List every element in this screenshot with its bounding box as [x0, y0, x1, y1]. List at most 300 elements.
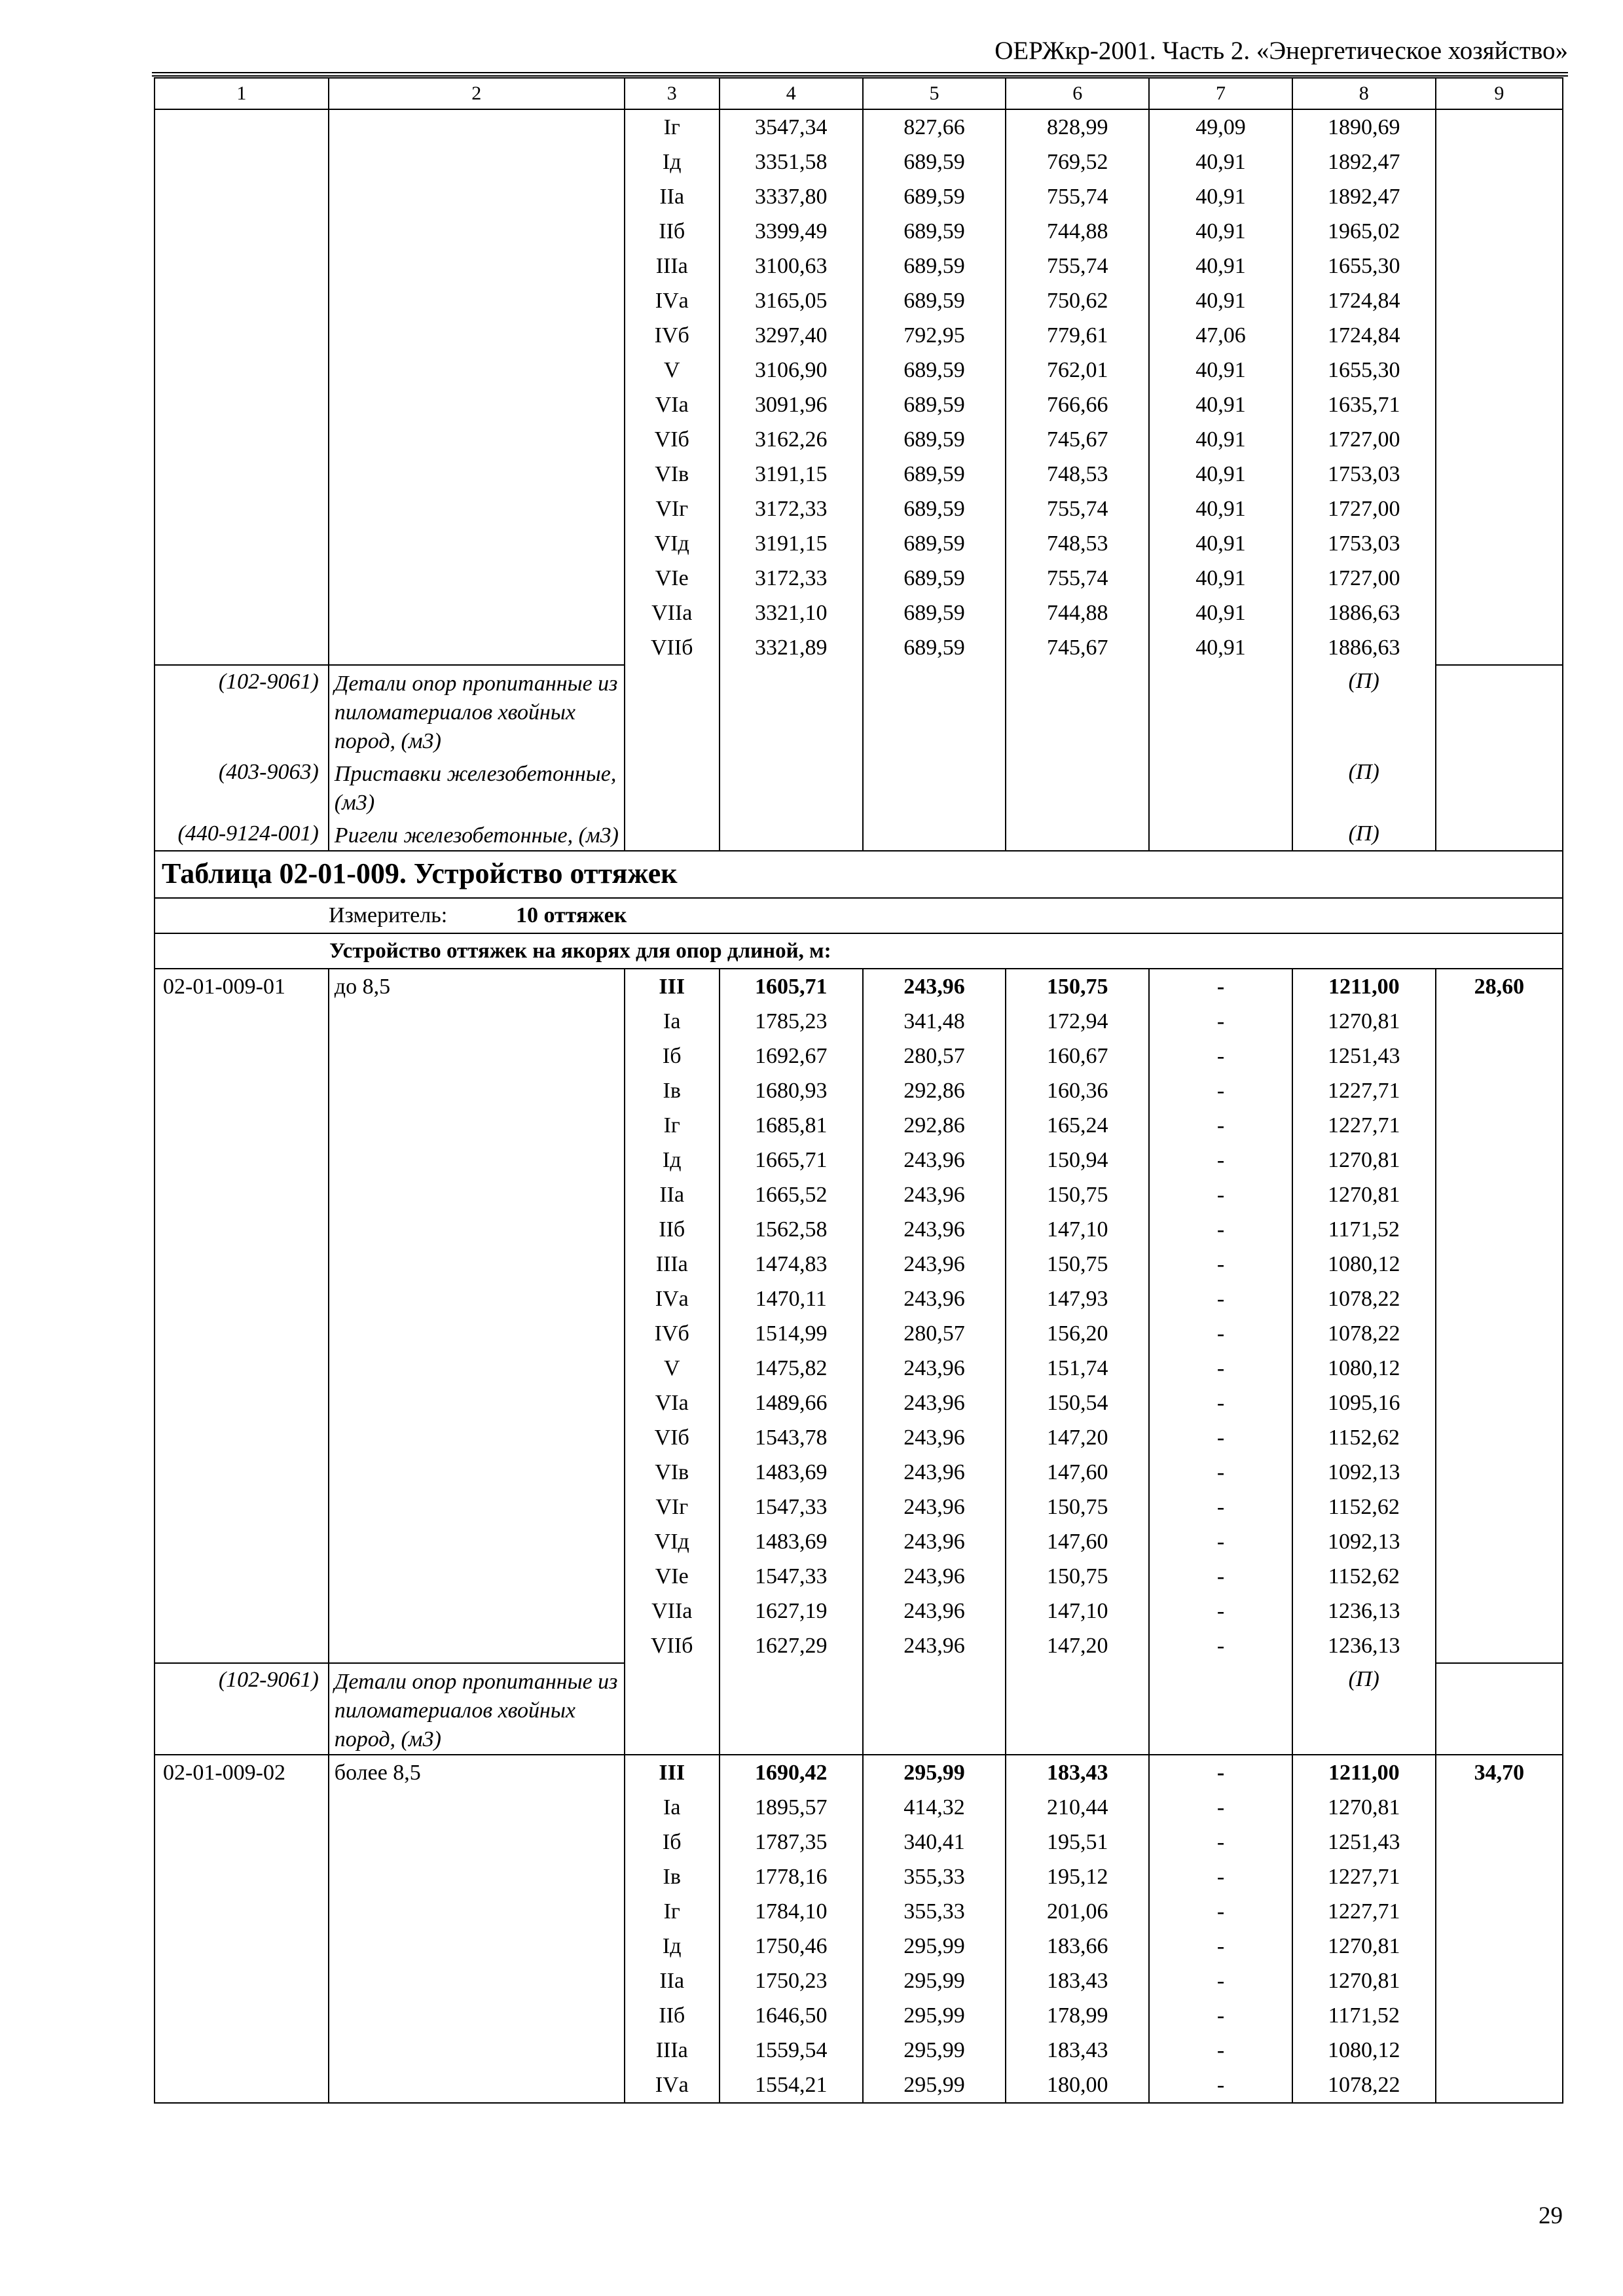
- column-number: 1: [155, 78, 329, 109]
- value-cell: [720, 2068, 863, 2103]
- value-cell: [1292, 1351, 1436, 1386]
- value: 1152,62: [1328, 1495, 1400, 1519]
- value-cell: [1149, 145, 1292, 179]
- region-code: IVа: [655, 1287, 689, 1311]
- value-cell: [720, 1212, 863, 1247]
- value: 1727,00: [1328, 566, 1400, 590]
- column-number: 7: [1149, 78, 1292, 109]
- value-cell: [625, 1594, 720, 1628]
- region-code: IIIа: [655, 254, 688, 278]
- value: 1483,69: [754, 1460, 828, 1484]
- value: 195,12: [1046, 1865, 1108, 1889]
- value: 1890,69: [1328, 115, 1400, 139]
- value-cell: [1149, 1386, 1292, 1420]
- value-cell: [625, 387, 720, 422]
- material-code: (403-9063): [155, 756, 329, 817]
- value-cell: [863, 283, 1006, 318]
- value: 150,75: [1046, 1495, 1108, 1519]
- value: 689,59: [903, 497, 965, 521]
- value-cell: [1149, 353, 1292, 387]
- empty-cell: [1436, 1663, 1563, 1755]
- value: 243,96: [903, 1183, 965, 1207]
- value: 1753,03: [1328, 531, 1400, 556]
- value-cell: [1149, 1628, 1292, 1663]
- value-cell: [625, 1894, 720, 1929]
- value-cell: [1149, 1073, 1292, 1108]
- value-cell: [1149, 492, 1292, 526]
- value-cell: [1149, 1559, 1292, 1594]
- value: 1227,71: [1328, 1079, 1400, 1103]
- value: 3165,05: [754, 289, 828, 313]
- value: -: [1216, 1113, 1225, 1138]
- value-cell: [1292, 353, 1436, 387]
- value: 827,66: [903, 115, 965, 139]
- value-cell: [625, 1490, 720, 1524]
- value-cell: [1006, 249, 1149, 283]
- value: 3191,15: [754, 462, 828, 486]
- value-cell: [1149, 526, 1292, 561]
- value: 689,59: [903, 462, 965, 486]
- empty-cell: [863, 817, 1006, 851]
- value: 1080,12: [1328, 1356, 1400, 1380]
- value-cell: [625, 2033, 720, 2068]
- value: 1787,35: [754, 1830, 828, 1854]
- empty-cell: [1006, 756, 1149, 817]
- column-number: 5: [863, 78, 1006, 109]
- value-cell: [1006, 969, 1149, 1004]
- value-cell: [720, 1998, 863, 2033]
- value: 180,00: [1046, 2073, 1108, 2097]
- value-cell: [720, 1039, 863, 1073]
- value-cell: [863, 353, 1006, 387]
- region-code: VIа: [655, 393, 689, 417]
- resource-cell: [1436, 969, 1563, 1663]
- value: 745,67: [1046, 427, 1108, 452]
- value-cell: [1149, 1212, 1292, 1247]
- value: -: [1216, 1321, 1225, 1346]
- value: -: [1216, 2038, 1225, 2062]
- value: 1562,58: [754, 1217, 828, 1242]
- value: 689,59: [903, 636, 965, 660]
- value-cell: [1006, 1755, 1149, 1790]
- value-cell: [720, 318, 863, 353]
- value-cell: [863, 109, 1006, 145]
- measure-cell: [155, 898, 1563, 933]
- value: 147,20: [1046, 1634, 1108, 1658]
- value: -: [1216, 1530, 1225, 1554]
- value: 1665,71: [754, 1148, 828, 1172]
- value: 689,59: [903, 358, 965, 382]
- value: 1543,78: [754, 1426, 828, 1450]
- value-cell: [1006, 1628, 1149, 1663]
- value-cell: [720, 145, 863, 179]
- value: 355,33: [903, 1899, 965, 1924]
- empty-cell: [1149, 756, 1292, 817]
- value-cell: [720, 1594, 863, 1628]
- value: 1547,33: [754, 1564, 828, 1588]
- region-code: Iб: [662, 1830, 682, 1854]
- value-cell: [625, 526, 720, 561]
- value-cell: [863, 2033, 1006, 2068]
- value: 40,91: [1195, 462, 1246, 486]
- value-cell: [1149, 1316, 1292, 1351]
- value-cell: [1006, 1859, 1149, 1894]
- value-cell: [1006, 1073, 1149, 1108]
- value-cell: [1149, 1825, 1292, 1859]
- value-cell: [720, 387, 863, 422]
- value-cell: [1149, 561, 1292, 596]
- value-cell: [720, 457, 863, 492]
- value: 1627,29: [754, 1634, 828, 1658]
- region-code: V: [663, 358, 680, 382]
- value-cell: [1292, 969, 1436, 1004]
- value-cell: [720, 969, 863, 1004]
- value-cell: [720, 1524, 863, 1559]
- value: 1892,47: [1328, 185, 1400, 209]
- value-cell: [1006, 526, 1149, 561]
- region-code: IVб: [654, 1321, 689, 1346]
- value: 1784,10: [754, 1899, 828, 1924]
- value: 1690,42: [754, 1761, 828, 1785]
- material-price: (П): [1292, 756, 1436, 817]
- value: 3106,90: [754, 358, 828, 382]
- value-cell: [863, 1108, 1006, 1143]
- value: 150,94: [1046, 1148, 1108, 1172]
- value-cell: [1292, 2033, 1436, 2068]
- value: -: [1216, 1217, 1225, 1242]
- value-cell: [625, 1628, 720, 1663]
- page-number: 29: [1539, 2202, 1563, 2229]
- resource-cell: [1436, 109, 1563, 665]
- value-cell: [720, 214, 863, 249]
- value-cell: [1149, 1004, 1292, 1039]
- value-cell: [625, 1108, 720, 1143]
- value-cell: [1006, 1420, 1149, 1455]
- value-cell: [863, 1894, 1006, 1929]
- value-cell: [720, 596, 863, 630]
- empty-cell: [720, 817, 863, 851]
- value: 150,75: [1046, 1183, 1108, 1207]
- value: 1171,52: [1328, 1217, 1400, 1242]
- value-cell: [1292, 1420, 1436, 1455]
- value: 295,99: [903, 2073, 965, 2097]
- value-cell: [1292, 492, 1436, 526]
- value: 1227,71: [1328, 1865, 1400, 1889]
- value-cell: [720, 283, 863, 318]
- value-cell: [625, 1559, 720, 1594]
- value: 295,99: [903, 2038, 965, 2062]
- subtitle-cell: [155, 933, 1563, 969]
- value-cell: [720, 1859, 863, 1894]
- value: 243,96: [903, 1287, 965, 1311]
- value-cell: [625, 214, 720, 249]
- value-cell: [1292, 145, 1436, 179]
- value: -: [1216, 1460, 1225, 1484]
- value: 40,91: [1195, 150, 1246, 174]
- value-cell: [1149, 1247, 1292, 1282]
- column-number: 3: [625, 78, 720, 109]
- value: 147,93: [1046, 1287, 1108, 1311]
- value: 243,96: [903, 1148, 965, 1172]
- value: 47,06: [1195, 323, 1246, 348]
- value: 183,43: [1046, 1761, 1108, 1785]
- value: -: [1216, 1564, 1225, 1588]
- value: 243,96: [903, 1426, 965, 1450]
- value-cell: [625, 1212, 720, 1247]
- value-cell: [1292, 1177, 1436, 1212]
- value: 1727,00: [1328, 497, 1400, 521]
- value-cell: [1149, 630, 1292, 665]
- value: 40,91: [1195, 393, 1246, 417]
- value: 243,96: [903, 1495, 965, 1519]
- rates-table-body: [155, 78, 1563, 2103]
- value-cell: [1149, 1177, 1292, 1212]
- value: 183,43: [1046, 2038, 1108, 2062]
- value-cell: [1006, 2033, 1149, 2068]
- value: 1475,82: [754, 1356, 828, 1380]
- value-cell: [1292, 1559, 1436, 1594]
- value-cell: [863, 179, 1006, 214]
- value-cell: [625, 318, 720, 353]
- empty-cell: [1149, 665, 1292, 756]
- subtitle-row: [155, 933, 1563, 969]
- value-cell: [863, 1212, 1006, 1247]
- value-cell: [1292, 1455, 1436, 1490]
- value-cell: [1006, 1825, 1149, 1859]
- resource-cell: [1436, 1755, 1563, 2103]
- region-code: Iг: [663, 1113, 680, 1138]
- value-cell: [863, 1143, 1006, 1177]
- value: 689,59: [903, 219, 965, 243]
- value-cell: [720, 1825, 863, 1859]
- value: 1724,84: [1328, 323, 1400, 348]
- value: 1270,81: [1328, 1148, 1400, 1172]
- value-cell: [1292, 1386, 1436, 1420]
- empty-cell: [1149, 1663, 1292, 1755]
- value: 1547,33: [754, 1495, 828, 1519]
- value: -: [1216, 975, 1225, 999]
- region-code: IIб: [659, 219, 685, 243]
- material-row: [155, 817, 1563, 851]
- region-code: VIг: [655, 497, 689, 521]
- value-cell: [1292, 1628, 1436, 1663]
- value-cell: [863, 969, 1006, 1004]
- value: 1680,93: [754, 1079, 828, 1103]
- value: 341,48: [903, 1009, 965, 1033]
- value-cell: [1149, 1894, 1292, 1929]
- value: 1785,23: [754, 1009, 828, 1033]
- value: 1270,81: [1328, 1934, 1400, 1958]
- value-cell: [1149, 1282, 1292, 1316]
- region-code: VIа: [655, 1391, 689, 1415]
- column-number: 4: [720, 78, 863, 109]
- document-header-title: ОЕРЖкр-2001. Часть 2. «Энергетическое хозяйство»: [994, 37, 1568, 65]
- value: 1727,00: [1328, 427, 1400, 452]
- empty-cell: [1149, 817, 1292, 851]
- data-row: [155, 1755, 1563, 1790]
- value-cell: [625, 1755, 720, 1790]
- value-cell: [1006, 1524, 1149, 1559]
- value: 243,96: [903, 1217, 965, 1242]
- value-cell: [1149, 1420, 1292, 1455]
- data-row: [155, 969, 1563, 1004]
- table-title-row: [155, 851, 1563, 898]
- region-code: Iд: [662, 1934, 682, 1958]
- value: 40,91: [1195, 289, 1246, 313]
- value-cell: [1292, 283, 1436, 318]
- value: 3172,33: [754, 497, 828, 521]
- value-cell: [625, 969, 720, 1004]
- resource-value: 34,70: [1474, 1761, 1525, 1785]
- value-cell: [1149, 1929, 1292, 1964]
- value-cell: [1006, 492, 1149, 526]
- value-cell: [625, 283, 720, 318]
- value-cell: [1006, 214, 1149, 249]
- value-cell: [1006, 2068, 1149, 2103]
- value-cell: [625, 109, 720, 145]
- value: 1470,11: [755, 1287, 827, 1311]
- value: -: [1216, 1044, 1225, 1068]
- value: 178,99: [1046, 2003, 1108, 2028]
- value: 1270,81: [1328, 1795, 1400, 1820]
- value-cell: [863, 1073, 1006, 1108]
- value-cell: [720, 630, 863, 665]
- value: 1635,71: [1328, 393, 1400, 417]
- value: 295,99: [903, 2003, 965, 2028]
- region-code: VIIа: [651, 1599, 693, 1623]
- value: 1095,16: [1328, 1391, 1400, 1415]
- value-cell: [625, 1524, 720, 1559]
- value: 1092,13: [1328, 1530, 1400, 1554]
- value-cell: [625, 457, 720, 492]
- value-cell: [863, 318, 1006, 353]
- value-cell: [625, 1351, 720, 1386]
- value: 243,96: [903, 1391, 965, 1415]
- value: 1236,13: [1328, 1599, 1400, 1623]
- value-cell: [1006, 387, 1149, 422]
- region-code: VIб: [654, 427, 689, 452]
- value-cell: [625, 1177, 720, 1212]
- value-cell: [1292, 387, 1436, 422]
- value-cell: [1149, 2068, 1292, 2103]
- value: 147,10: [1046, 1599, 1108, 1623]
- value-cell: [1292, 2068, 1436, 2103]
- value-cell: [1292, 596, 1436, 630]
- value: 1886,63: [1328, 601, 1400, 625]
- region-code: III: [659, 975, 685, 999]
- region-code: VIе: [655, 1564, 689, 1588]
- value: 150,75: [1046, 1252, 1108, 1276]
- value-cell: [720, 109, 863, 145]
- value-cell: [1292, 1039, 1436, 1073]
- region-code: Iг: [663, 115, 680, 139]
- value-cell: [625, 1929, 720, 1964]
- value-cell: [1292, 1594, 1436, 1628]
- subtitle-text: Устройство оттяжек на якорях для опор длиной, м:: [329, 939, 831, 963]
- value-cell: [1292, 457, 1436, 492]
- value: 1270,81: [1328, 1183, 1400, 1207]
- value-cell: [625, 1143, 720, 1177]
- value-cell: [720, 2033, 863, 2068]
- value: -: [1216, 1495, 1225, 1519]
- value: 755,74: [1046, 254, 1108, 278]
- value: 3547,34: [754, 115, 828, 139]
- value-cell: [863, 1039, 1006, 1073]
- value: 1724,84: [1328, 289, 1400, 313]
- value: 828,99: [1046, 115, 1108, 139]
- value-cell: [1006, 1004, 1149, 1039]
- value: 3162,26: [754, 427, 828, 452]
- value-cell: [863, 630, 1006, 665]
- value: 280,57: [903, 1321, 965, 1346]
- value: 1211,00: [1328, 1761, 1400, 1785]
- value: 689,59: [903, 601, 965, 625]
- value-cell: [625, 1859, 720, 1894]
- value: 243,96: [903, 975, 965, 999]
- value: 1655,30: [1328, 358, 1400, 382]
- value-cell: [1292, 1755, 1436, 1790]
- table-title: Таблица 02-01-009. Устройство оттяжек: [155, 851, 1563, 898]
- value: 1655,30: [1328, 254, 1400, 278]
- region-code: VIIб: [650, 636, 693, 660]
- value: 243,96: [903, 1356, 965, 1380]
- value: 1489,66: [754, 1391, 828, 1415]
- value: 243,96: [903, 1564, 965, 1588]
- value-cell: [1006, 1559, 1149, 1594]
- region-code: Iв: [663, 1865, 681, 1889]
- value-cell: [1292, 526, 1436, 561]
- material-row: [155, 1663, 1563, 1755]
- value: 40,91: [1195, 185, 1246, 209]
- value-cell: [1292, 1790, 1436, 1825]
- value-cell: [625, 422, 720, 457]
- value: 769,52: [1046, 150, 1108, 174]
- value-cell: [720, 1628, 863, 1663]
- value-cell: [863, 1825, 1006, 1859]
- value-cell: [720, 179, 863, 214]
- value: -: [1216, 1865, 1225, 1889]
- value: 762,01: [1046, 358, 1108, 382]
- name-cell: до 8,5: [329, 969, 625, 1663]
- value-cell: [625, 596, 720, 630]
- resource-value: 28,60: [1474, 975, 1525, 999]
- value-cell: [1149, 2033, 1292, 2068]
- value: 1692,67: [754, 1044, 828, 1068]
- region-code: VIе: [655, 566, 689, 590]
- value: 165,24: [1046, 1113, 1108, 1138]
- value-cell: [863, 1386, 1006, 1420]
- value: -: [1216, 1391, 1225, 1415]
- material-code: (102-9061): [155, 665, 329, 756]
- value: 150,54: [1046, 1391, 1108, 1415]
- value-cell: [1006, 1039, 1149, 1073]
- value-cell: [1149, 1351, 1292, 1386]
- region-code: Iв: [663, 1079, 681, 1103]
- value-cell: [625, 492, 720, 526]
- value-cell: [1149, 1594, 1292, 1628]
- value: 3399,49: [754, 219, 828, 243]
- value-cell: [720, 492, 863, 526]
- header-rule: [152, 72, 1568, 73]
- value-cell: [1149, 1859, 1292, 1894]
- value: 1646,50: [754, 2003, 828, 2028]
- value: 1211,00: [1328, 975, 1400, 999]
- value-cell: [863, 145, 1006, 179]
- value: 40,91: [1195, 497, 1246, 521]
- value-cell: [863, 1282, 1006, 1316]
- column-number: 2: [329, 78, 625, 109]
- empty-cell: [625, 1663, 720, 1755]
